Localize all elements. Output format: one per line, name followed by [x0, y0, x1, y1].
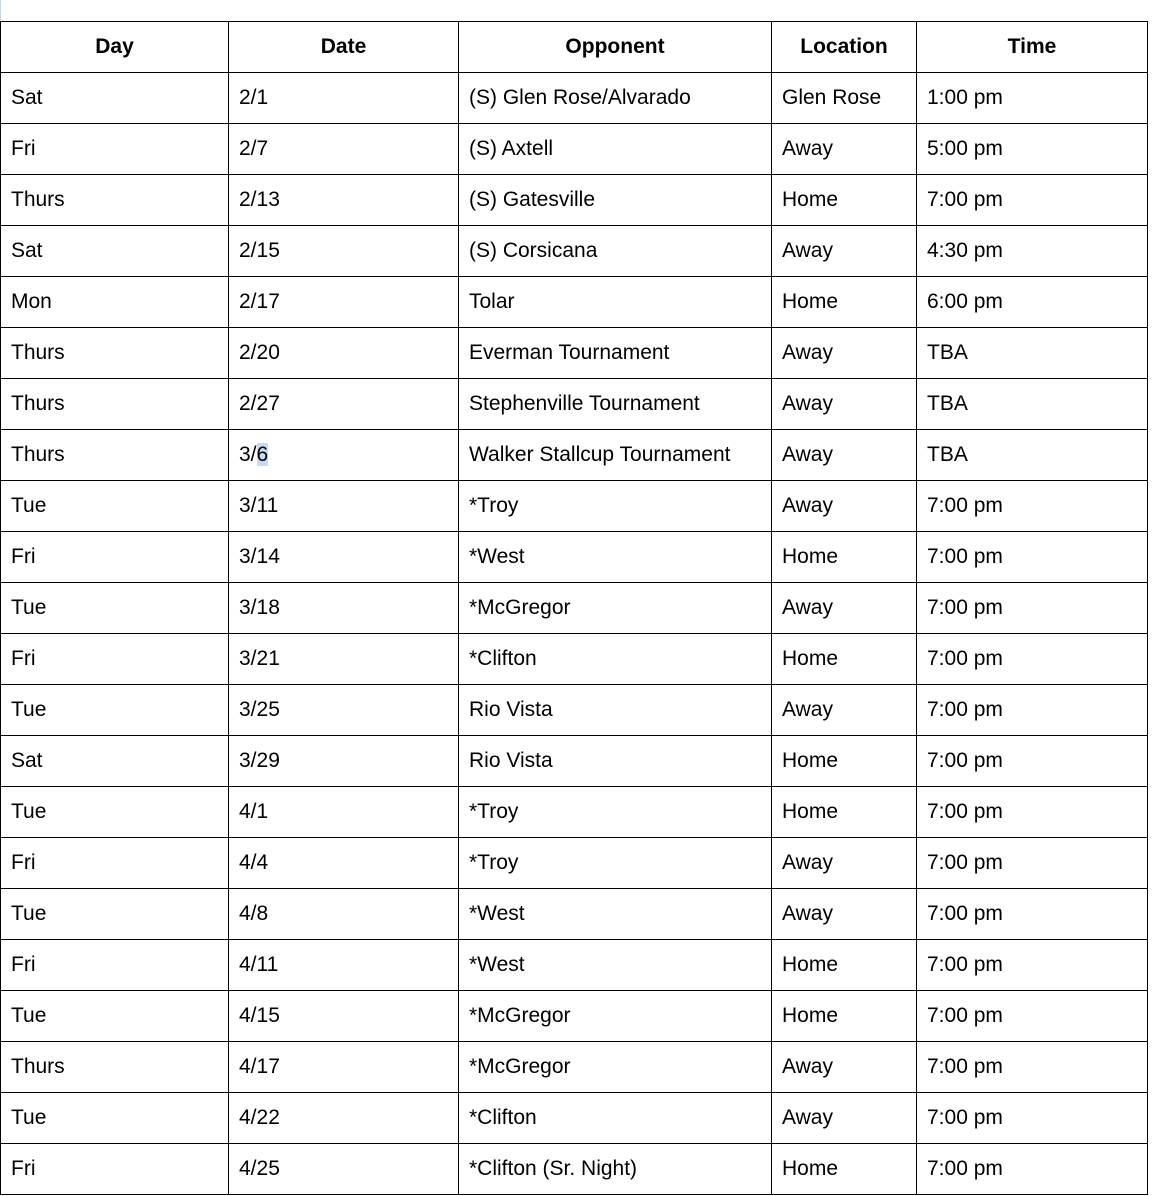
- table-row: [1, 481, 1148, 532]
- date-cell[interactable]: 4/1: [229, 787, 459, 838]
- header-row: [1, 22, 1148, 73]
- opponent-cell[interactable]: *McGregor: [459, 991, 772, 1042]
- opponent-cell[interactable]: *Clifton (Sr. Night): [459, 1144, 772, 1195]
- date-cell[interactable]: 2/17: [229, 277, 459, 328]
- time-cell[interactable]: 7:00 pm: [917, 532, 1148, 583]
- day-cell[interactable]: Thurs: [1, 379, 229, 430]
- date-cell[interactable]: 4/22: [229, 1093, 459, 1144]
- location-cell[interactable]: Away: [772, 481, 917, 532]
- location-cell[interactable]: Home: [772, 991, 917, 1042]
- day-cell[interactable]: Sat: [1, 226, 229, 277]
- date-cell[interactable]: 4/17: [229, 1042, 459, 1093]
- schedule-table: [0, 21, 1148, 1195]
- opponent-cell[interactable]: *Troy: [459, 787, 772, 838]
- day-cell[interactable]: Fri: [1, 838, 229, 889]
- table-row: [1, 277, 1148, 328]
- day-cell[interactable]: Tue: [1, 481, 229, 532]
- time-cell[interactable]: TBA: [917, 430, 1148, 481]
- table-row: [1, 328, 1148, 379]
- day-cell[interactable]: Tue: [1, 889, 229, 940]
- date-cell[interactable]: 4/15: [229, 991, 459, 1042]
- day-cell[interactable]: Fri: [1, 1144, 229, 1195]
- time-cell[interactable]: 7:00 pm: [917, 583, 1148, 634]
- location-cell[interactable]: Glen Rose: [772, 73, 917, 124]
- time-cell[interactable]: 7:00 pm: [917, 175, 1148, 226]
- location-cell[interactable]: Home: [772, 1144, 917, 1195]
- location-cell[interactable]: Home: [772, 634, 917, 685]
- date-cell[interactable]: 2/13: [229, 175, 459, 226]
- day-cell[interactable]: Fri: [1, 634, 229, 685]
- time-cell[interactable]: 7:00 pm: [917, 1042, 1148, 1093]
- opponent-cell[interactable]: Rio Vista: [459, 685, 772, 736]
- location-cell[interactable]: Away: [772, 583, 917, 634]
- time-cell[interactable]: 7:00 pm: [917, 634, 1148, 685]
- date-cell[interactable]: 4/25: [229, 1144, 459, 1195]
- day-cell[interactable]: Mon: [1, 277, 229, 328]
- date-cell[interactable]: 3/29: [229, 736, 459, 787]
- location-cell[interactable]: Away: [772, 226, 917, 277]
- table-row: [1, 1144, 1148, 1195]
- date-cell[interactable]: [229, 430, 459, 481]
- date-cell[interactable]: 2/1: [229, 73, 459, 124]
- table-row: [1, 379, 1148, 430]
- location-cell[interactable]: Home: [772, 532, 917, 583]
- day-cell[interactable]: Tue: [1, 685, 229, 736]
- time-cell[interactable]: 7:00 pm: [917, 1093, 1148, 1144]
- opponent-cell[interactable]: (S) Axtell: [459, 124, 772, 175]
- text-selection-highlight: 6: [256, 443, 269, 466]
- opponent-cell[interactable]: *West: [459, 940, 772, 991]
- time-cell[interactable]: 7:00 pm: [917, 685, 1148, 736]
- date-cell[interactable]: 2/15: [229, 226, 459, 277]
- day-cell[interactable]: Fri: [1, 532, 229, 583]
- table-row: [1, 430, 1148, 481]
- header-day[interactable]: Day: [1, 22, 229, 73]
- location-cell[interactable]: Away: [772, 379, 917, 430]
- date-cell[interactable]: 4/4: [229, 838, 459, 889]
- date-cell[interactable]: 4/8: [229, 889, 459, 940]
- table-row: [1, 787, 1148, 838]
- opponent-cell[interactable]: (S) Gatesville: [459, 175, 772, 226]
- time-cell[interactable]: 6:00 pm: [917, 277, 1148, 328]
- time-cell[interactable]: 7:00 pm: [917, 787, 1148, 838]
- day-cell[interactable]: Sat: [1, 73, 229, 124]
- opponent-cell[interactable]: *West: [459, 889, 772, 940]
- table-row: [1, 175, 1148, 226]
- opponent-cell[interactable]: *West: [459, 532, 772, 583]
- location-cell[interactable]: Away: [772, 124, 917, 175]
- location-cell[interactable]: Home: [772, 175, 917, 226]
- opponent-cell[interactable]: *Clifton: [459, 634, 772, 685]
- opponent-cell[interactable]: Tolar: [459, 277, 772, 328]
- location-cell[interactable]: Away: [772, 889, 917, 940]
- day-cell[interactable]: Thurs: [1, 1042, 229, 1093]
- time-cell[interactable]: 7:00 pm: [917, 736, 1148, 787]
- table-row: [1, 838, 1148, 889]
- table-row: [1, 1042, 1148, 1093]
- cell-text: 3/: [239, 443, 257, 466]
- opponent-cell[interactable]: Everman Tournament: [459, 328, 772, 379]
- day-cell[interactable]: Tue: [1, 991, 229, 1042]
- table-row: [1, 736, 1148, 787]
- location-cell[interactable]: Away: [772, 838, 917, 889]
- table-row: [1, 634, 1148, 685]
- time-cell[interactable]: 7:00 pm: [917, 481, 1148, 532]
- day-cell[interactable]: Fri: [1, 940, 229, 991]
- day-cell[interactable]: Tue: [1, 583, 229, 634]
- date-cell[interactable]: 4/11: [229, 940, 459, 991]
- location-cell[interactable]: Home: [772, 736, 917, 787]
- header-opponent[interactable]: Opponent: [459, 22, 772, 73]
- opponent-cell[interactable]: *Troy: [459, 838, 772, 889]
- day-cell[interactable]: Thurs: [1, 328, 229, 379]
- header-date[interactable]: Date: [229, 22, 459, 73]
- time-cell[interactable]: 4:30 pm: [917, 226, 1148, 277]
- opponent-cell[interactable]: (S) Corsicana: [459, 226, 772, 277]
- opponent-cell[interactable]: *McGregor: [459, 583, 772, 634]
- opponent-cell[interactable]: Walker Stallcup Tournament: [459, 430, 772, 481]
- time-cell[interactable]: 5:00 pm: [917, 124, 1148, 175]
- day-cell[interactable]: Sat: [1, 736, 229, 787]
- location-cell[interactable]: Away: [772, 1093, 917, 1144]
- time-cell[interactable]: 1:00 pm: [917, 73, 1148, 124]
- location-cell[interactable]: Home: [772, 787, 917, 838]
- time-cell[interactable]: TBA: [917, 379, 1148, 430]
- opponent-cell[interactable]: *McGregor: [459, 1042, 772, 1093]
- location-cell[interactable]: Away: [772, 328, 917, 379]
- day-cell[interactable]: Thurs: [1, 430, 229, 481]
- table-row: [1, 889, 1148, 940]
- opponent-cell[interactable]: Stephenville Tournament: [459, 379, 772, 430]
- table-row: [1, 991, 1148, 1042]
- schedule-body: [1, 73, 1148, 1195]
- time-cell[interactable]: 7:00 pm: [917, 940, 1148, 991]
- location-cell[interactable]: Home: [772, 277, 917, 328]
- location-cell[interactable]: Away: [772, 430, 917, 481]
- time-cell[interactable]: 7:00 pm: [917, 889, 1148, 940]
- table-row: [1, 685, 1148, 736]
- day-cell[interactable]: Thurs: [1, 175, 229, 226]
- table-row: [1, 226, 1148, 277]
- opponent-cell[interactable]: (S) Glen Rose/Alvarado: [459, 73, 772, 124]
- opponent-cell[interactable]: *Troy: [459, 481, 772, 532]
- location-cell[interactable]: Home: [772, 940, 917, 991]
- date-cell[interactable]: 2/20: [229, 328, 459, 379]
- date-cell[interactable]: 2/7: [229, 124, 459, 175]
- time-cell[interactable]: 7:00 pm: [917, 838, 1148, 889]
- date-cell[interactable]: 3/14: [229, 532, 459, 583]
- date-cell[interactable]: 2/27: [229, 379, 459, 430]
- table-row: [1, 73, 1148, 124]
- day-cell[interactable]: Fri: [1, 124, 229, 175]
- table-row: [1, 583, 1148, 634]
- header-location[interactable]: Location: [772, 22, 917, 73]
- day-cell[interactable]: Tue: [1, 1093, 229, 1144]
- date-cell[interactable]: 3/11: [229, 481, 459, 532]
- location-cell[interactable]: Away: [772, 1042, 917, 1093]
- header-time[interactable]: Time: [917, 22, 1148, 73]
- day-cell[interactable]: Tue: [1, 787, 229, 838]
- time-cell[interactable]: 7:00 pm: [917, 1144, 1148, 1195]
- date-cell[interactable]: 3/25: [229, 685, 459, 736]
- table-row: [1, 532, 1148, 583]
- time-cell[interactable]: 7:00 pm: [917, 991, 1148, 1042]
- table-row: [1, 124, 1148, 175]
- table-row: [1, 1093, 1148, 1144]
- date-cell[interactable]: 3/21: [229, 634, 459, 685]
- location-cell[interactable]: Away: [772, 685, 917, 736]
- time-cell[interactable]: TBA: [917, 328, 1148, 379]
- date-cell[interactable]: 3/18: [229, 583, 459, 634]
- opponent-cell[interactable]: Rio Vista: [459, 736, 772, 787]
- opponent-cell[interactable]: *Clifton: [459, 1093, 772, 1144]
- table-row: [1, 940, 1148, 991]
